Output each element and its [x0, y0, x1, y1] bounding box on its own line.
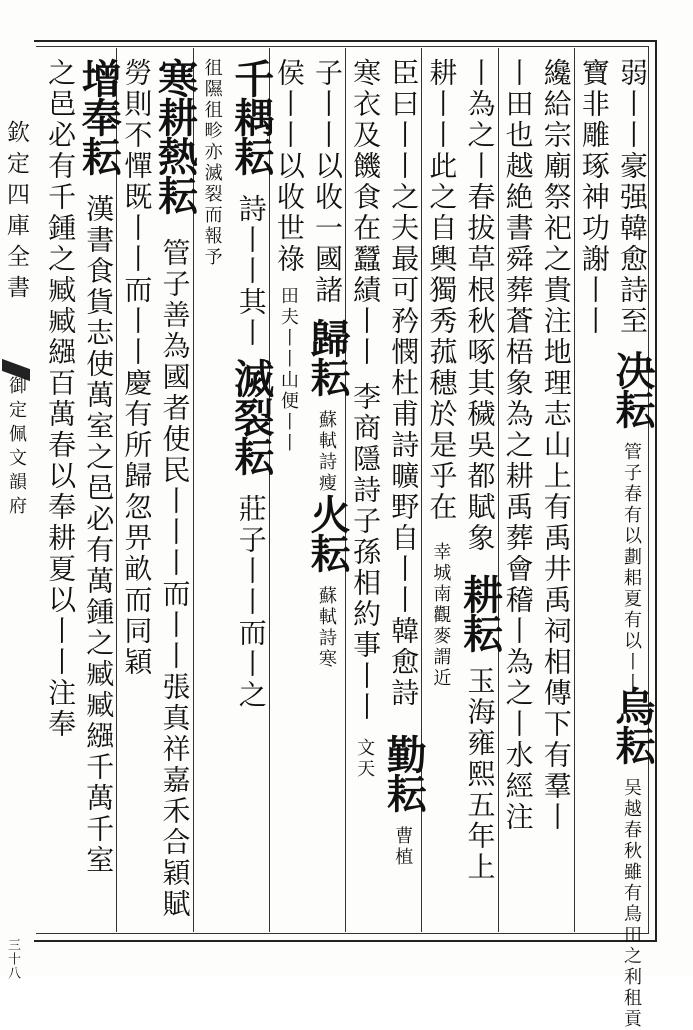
text-column — [227, 58, 275, 938]
citation-text: 詩丨丨其丨 — [234, 194, 268, 349]
annotation: 田夫丨丨 — [277, 286, 299, 370]
annotation: 曹植 — [392, 826, 414, 868]
headword: 勤耘 — [380, 734, 428, 812]
citation-text: 寶非雕琢神功謝丨丨 — [577, 58, 611, 337]
citation-text: 丨田也越絶書舜葬蒼梧象為之耕禹葬會稽丨為之丨水經注 — [501, 58, 535, 833]
column-rule — [345, 48, 346, 932]
citation-text: 纔給宗廟祭祀之貴注地理志山上有禹井禹祠相傳下有羣丨 — [539, 58, 573, 833]
text-column — [456, 58, 504, 938]
annotation: 管子春有以劃耜夏有以丨丨 — [620, 442, 642, 694]
page-number: 三十八 — [5, 938, 20, 980]
headword: 增奉耘 — [75, 58, 123, 175]
column-rule — [116, 48, 117, 932]
column-rule — [574, 48, 575, 932]
headword: 歸耘 — [303, 318, 351, 396]
citation-text: 子丨丨以收一國諸 — [310, 58, 344, 306]
citation-text: 弱丨丨豪强韓愈詩至 — [615, 58, 649, 337]
annotation: 山便丨丨 — [277, 370, 299, 454]
margin-column — [0, 58, 30, 980]
citation-text: 管子善為國者使民丨丨丨而丨丨張真祥嘉禾合穎賦 — [158, 238, 192, 920]
column-rule — [269, 48, 270, 932]
text-column — [116, 58, 154, 938]
headword: 耕耘 — [456, 574, 504, 652]
headword: 火耘 — [303, 494, 351, 572]
annotation: 幸城南觀麥謂近 — [430, 542, 452, 689]
text-column — [608, 58, 656, 1030]
citation-text: 之邑必有千鍾之臧臧繦百萬春以奉耕夏以丨丨注奉 — [44, 58, 78, 740]
citation-text: 勞則不憚既丨丨而丨丨慶有所歸忽畀畝而同穎 — [120, 58, 154, 678]
citation-text: 漢書食貨志使萬室之邑必有萬鍾之臧臧繦千萬千室 — [82, 194, 116, 876]
text-column — [193, 58, 231, 938]
headword: 烏耘 — [608, 686, 656, 764]
headword: 寒耕熱耘 — [151, 58, 199, 214]
headword: 千耦耘 — [227, 58, 275, 175]
citation-text: 耕丨丨此之自輿獨秀菰穗於是乎在 — [425, 58, 459, 523]
citation-text: 玉海雍熙五年上 — [463, 666, 497, 883]
text-column — [498, 58, 536, 938]
citation-text: 臣曰丨丨之夫最可矜憫杜甫詩曠野自丨丨韓愈詩 — [387, 58, 421, 709]
column-rule — [498, 48, 499, 932]
annotation: 蘇軾詩寒 — [315, 586, 337, 670]
annotation: 亦滅裂而報予 — [201, 142, 223, 268]
book-subtitle: 御定佩文韻府 — [6, 376, 27, 520]
headword: 决耘 — [608, 350, 656, 428]
text-column — [269, 58, 307, 938]
annotation: 文天 — [354, 738, 376, 780]
citation-text: 寒衣及饑食在蠶績丨丨 — [349, 58, 383, 368]
headword: 滅裂耘 — [227, 358, 275, 475]
running-title: 欽定四庫全書 — [3, 120, 29, 306]
text-column — [40, 58, 78, 938]
annotation: 蘇軾詩瘦 — [315, 410, 337, 494]
annotation: 徂隰徂畛 — [201, 58, 223, 142]
text-column — [303, 58, 351, 938]
citation-text: 李商隱詩子孫相約事丨丨 — [349, 382, 383, 723]
text-column — [75, 58, 123, 938]
annotation: 吴越春秋雖有鳥田之利租貢 — [620, 778, 642, 1030]
citation-text: 莊子丨丨而丨之 — [234, 494, 268, 711]
text-column — [536, 58, 574, 938]
citation-text: 丨為之丨春拔草根秋啄其穢吳都賦象 — [463, 58, 497, 554]
text-column — [380, 58, 428, 938]
citation-text: 侯丨丨以收世祿 — [272, 58, 306, 275]
text-column — [574, 58, 612, 938]
text-column — [151, 58, 199, 938]
